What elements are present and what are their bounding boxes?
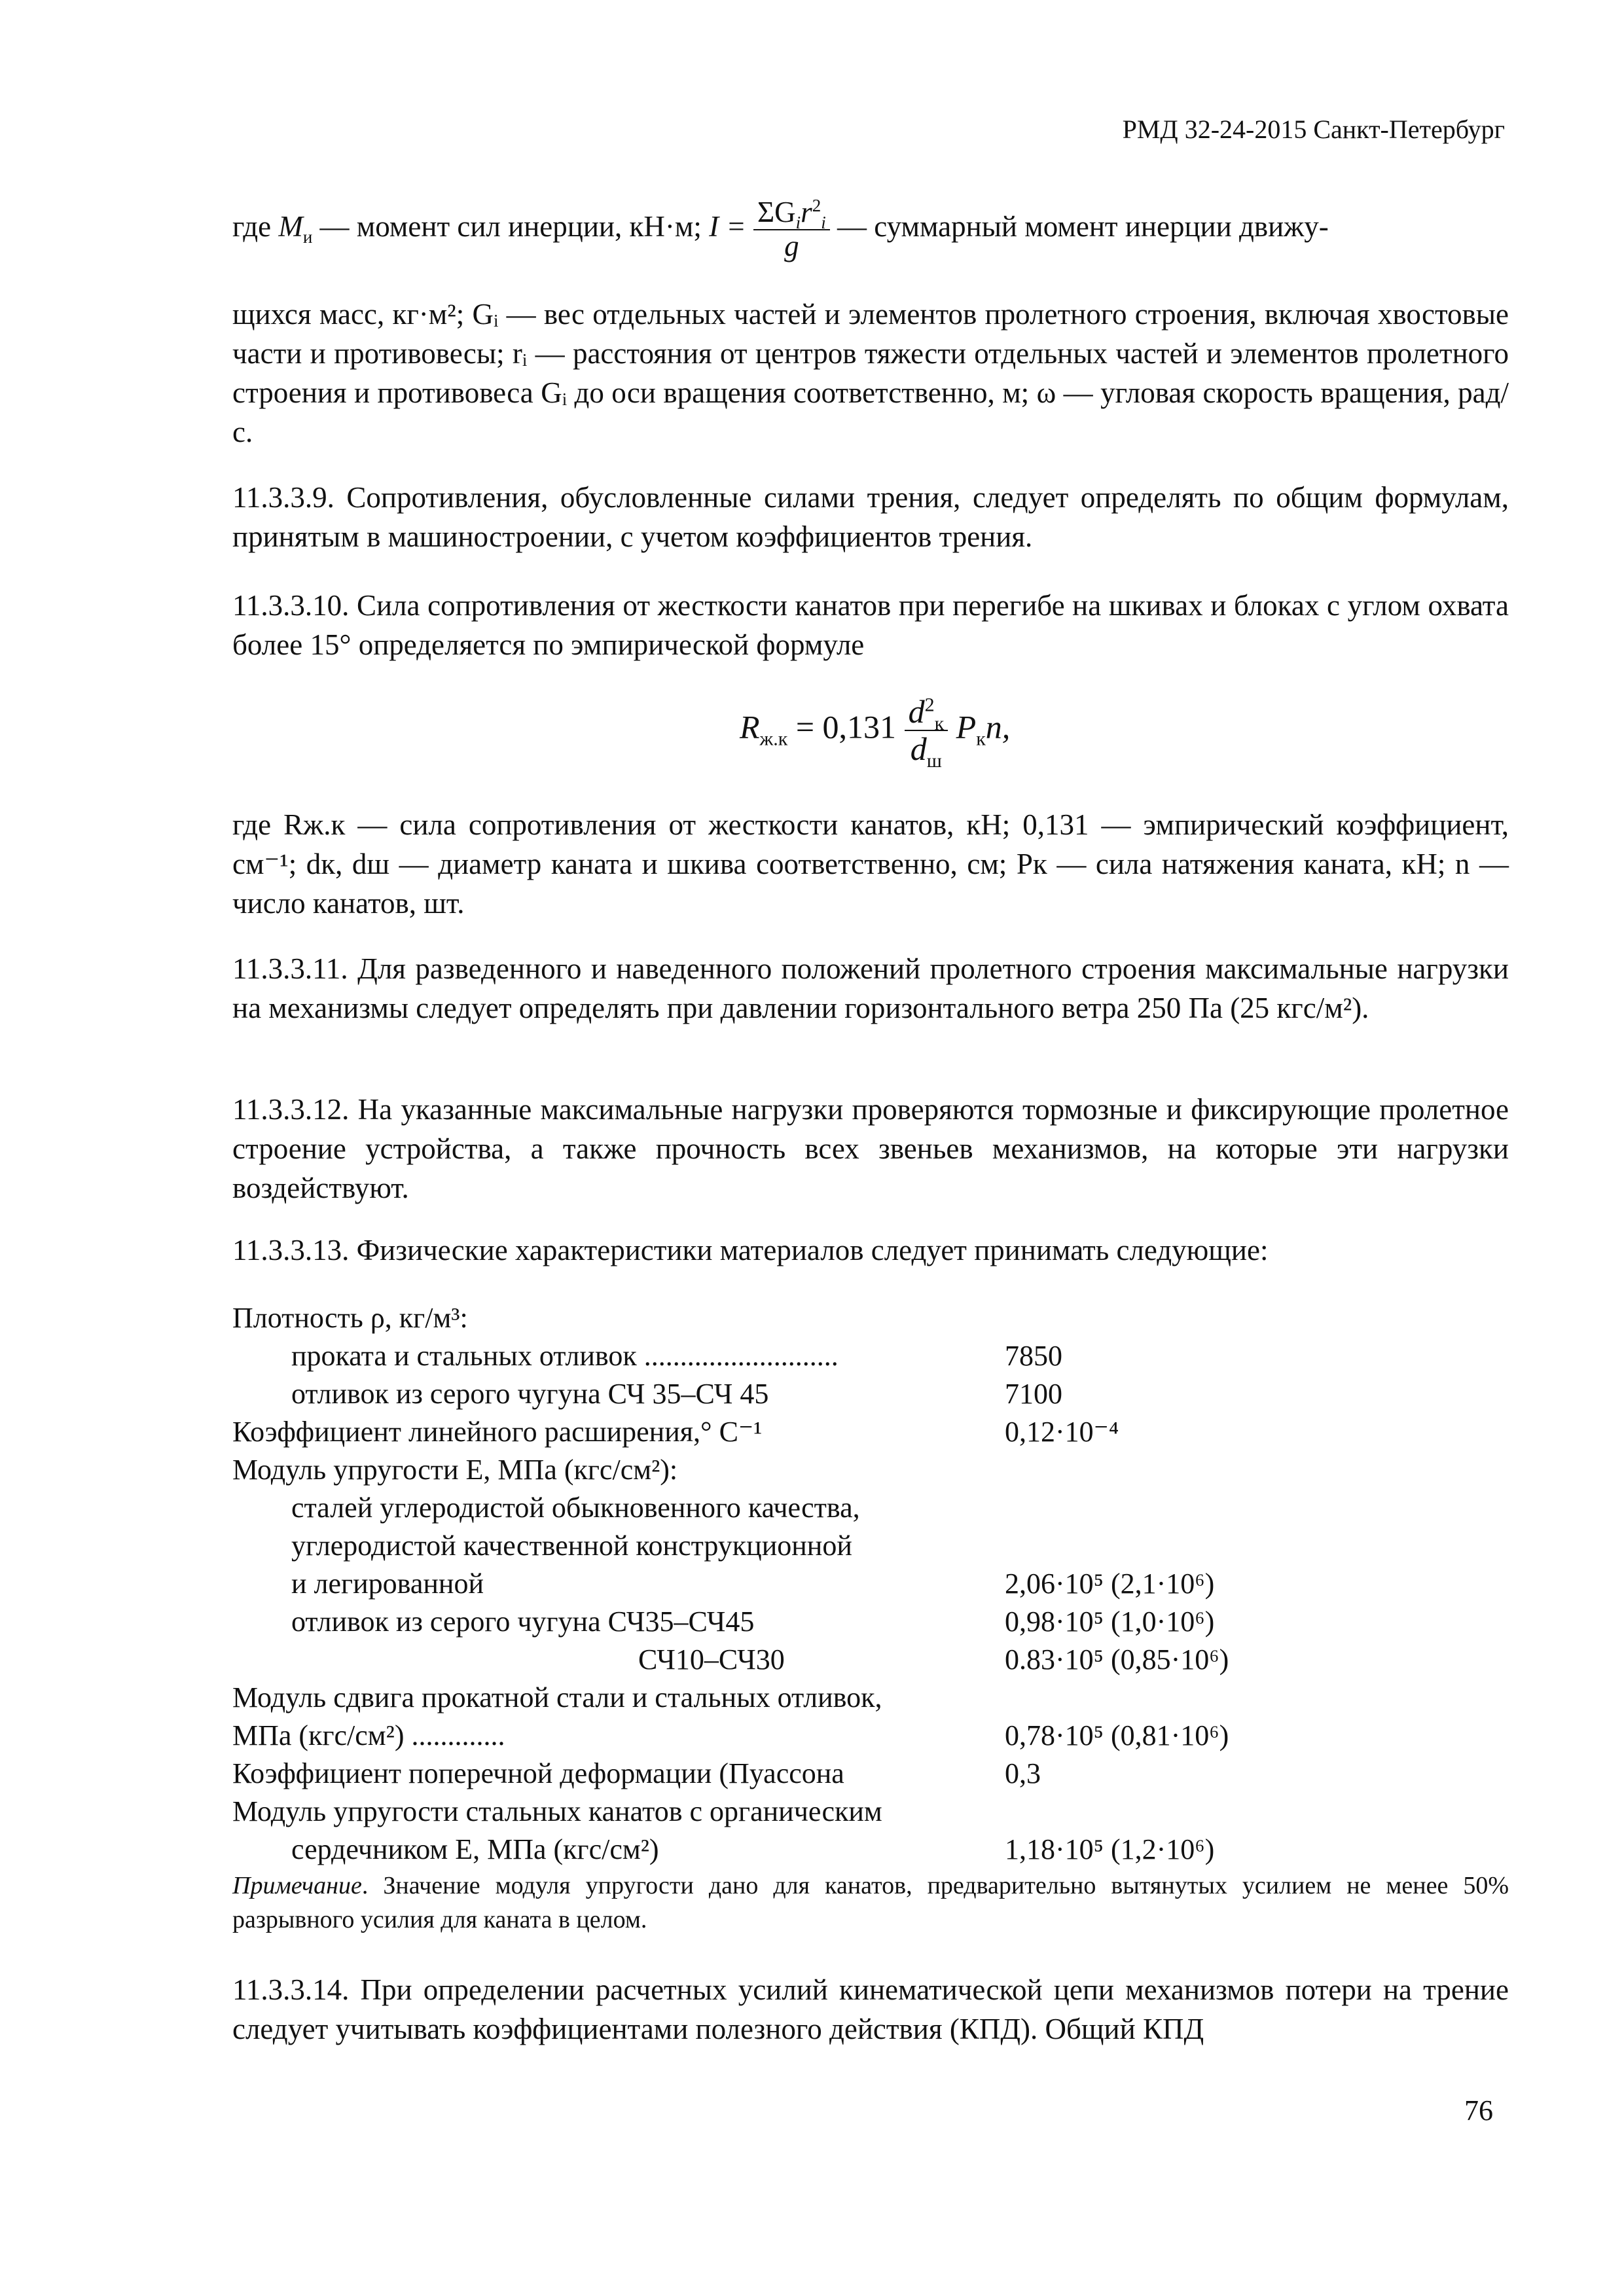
materials-row bbox=[232, 1413, 1509, 1451]
section-11-3-3-12 bbox=[232, 1090, 1509, 1208]
materials-row-label: Модуль сдвига прокатной стали и стальных отливок, bbox=[232, 1681, 882, 1713]
materials-row-label: углеродистой качественной конструкционной bbox=[291, 1530, 852, 1562]
formula-I-lhs: I = bbox=[709, 209, 746, 243]
formula-I-denominator: g bbox=[784, 229, 799, 262]
materials-note bbox=[232, 1869, 1509, 1937]
materials-table bbox=[232, 1299, 1509, 1869]
section-11-3-3-11 bbox=[232, 949, 1509, 1028]
materials-row-value: 0.83·10⁵ (0,85·10⁶) bbox=[1005, 1643, 1229, 1676]
section-11-3-3-13-text: 11.3.3.13. Физические характеристики материалов следует принимать следующие: bbox=[232, 1234, 1269, 1266]
materials-row-label: отливок из серого чугуна СЧ 35–СЧ 45 bbox=[291, 1378, 769, 1410]
intro-definitions-text: щихся масс, кг·м²; Gᵢ — вес отдельных частей и элементов пролетного строения, включая хвостовые части и противовесы; rᵢ — расстояния от центров тяжести отдельных частей и элементов пролетного строения и противовеса Gᵢ до оси вращения соответственно, м; ω — угловая скорость вращения, рад/с. bbox=[232, 298, 1509, 448]
materials-row bbox=[232, 1603, 1509, 1641]
formula-resistance-where bbox=[232, 805, 1509, 923]
section-11-3-3-13 bbox=[232, 1230, 1509, 1270]
section-11-3-3-14 bbox=[232, 1970, 1509, 2049]
materials-row bbox=[232, 1375, 1509, 1413]
materials-row-label: проката и стальных отливок ........................... bbox=[291, 1340, 839, 1372]
materials-row-value: 1,18·10⁵ (1,2·10⁶) bbox=[1005, 1833, 1215, 1865]
intro-part2: — суммарный момент инерции движу- bbox=[837, 209, 1329, 243]
materials-row-value: 2,06·10⁵ (2,1·10⁶) bbox=[1005, 1568, 1215, 1600]
formula-resistance-where-text: где Rж.к — сила сопротивления от жесткости канатов, кН; 0,131 — эмпирический коэффициент, см⁻¹; dк, dш — диаметр каната и шкива соответственно, см; Pк — сила натяжения каната, кН; n — число канатов, шт. bbox=[232, 808, 1509, 920]
materials-row-label: Модуль упругости E, МПа (кгс/см²): bbox=[232, 1454, 678, 1486]
materials-row-label: и легированной bbox=[291, 1568, 484, 1600]
page-number: 76 bbox=[1464, 2094, 1493, 2126]
materials-row bbox=[232, 1337, 1509, 1375]
materials-row-label: МПа (кгс/см²) ............. bbox=[232, 1719, 505, 1751]
materials-row-value: 0,12·10⁻⁴ bbox=[1005, 1416, 1119, 1448]
materials-row-value: 0,3 bbox=[1005, 1757, 1041, 1789]
intro-part1: — момент сил инерции, кН·м; bbox=[312, 209, 710, 243]
materials-row-label: Модуль упругости стальных канатов с органическим bbox=[232, 1795, 882, 1827]
intro-first-line bbox=[232, 196, 1509, 275]
materials-row-value: 0,98·10⁵ (1,0·10⁶) bbox=[1005, 1605, 1215, 1638]
formula-resistance-fraction: $\frac{d^2_к}{d_ш}$ bbox=[905, 694, 948, 767]
note-label: Примечание bbox=[232, 1872, 362, 1899]
materials-row bbox=[232, 1831, 1509, 1869]
document-header: РМД 32-24-2015 Санкт-Петербург bbox=[1122, 115, 1505, 144]
formula-resistance: $R_{ж.к} = 0,131$ $\frac{d^2_к}{d_ш}$ $P_кn$, bbox=[740, 693, 1011, 772]
materials-row-label: Коэффициент поперечной деформации (Пуассона bbox=[232, 1757, 844, 1789]
intro-lead: где $M_и$ bbox=[232, 209, 313, 247]
materials-row-label: сердечником E, МПа (кгс/см²) bbox=[291, 1833, 659, 1865]
note-text: . Значение модуля упругости дано для канатов, предварительно вытянутых усилием не менее 50% разрывного усилия для каната в целом. bbox=[232, 1872, 1509, 1933]
materials-row-label: отливок из серого чугуна СЧ35–СЧ45 bbox=[291, 1605, 755, 1638]
materials-row-label: Плотность ρ, кг/м³: bbox=[232, 1302, 468, 1334]
section-11-3-3-10-text: 11.3.3.10. Сила сопротивления от жесткости канатов при перегибе на шкивах и блоках с углом охвата более 15° определяется по эмпирической формуле bbox=[232, 589, 1509, 661]
materials-row bbox=[232, 1451, 1509, 1489]
section-11-3-3-9-text: 11.3.3.9. Сопротивления, обусловленные силами трения, следует определять по общим формулам, принятым в машиностроении, с учетом коэффициентов трения. bbox=[232, 481, 1509, 553]
intro-definitions bbox=[232, 295, 1509, 452]
materials-row bbox=[232, 1489, 1509, 1527]
materials-row bbox=[232, 1793, 1509, 1831]
materials-row bbox=[232, 1717, 1509, 1755]
materials-row-label: СЧ10–СЧ30 bbox=[638, 1643, 785, 1676]
materials-row bbox=[232, 1527, 1509, 1565]
section-11-3-3-12-text: 11.3.3.12. На указанные максимальные нагрузки проверяются тормозные и фиксирующие пролетное строение устройства, а также прочность всех звеньев механизмов, на которые эти нагрузки воздействуют. bbox=[232, 1093, 1509, 1204]
materials-row bbox=[232, 1679, 1509, 1717]
materials-row bbox=[232, 1755, 1509, 1793]
materials-row-label: Коэффициент линейного расширения,° С⁻¹ bbox=[232, 1416, 763, 1448]
materials-row-label: сталей углеродистой обыкновенного качества, bbox=[291, 1492, 860, 1524]
section-11-3-3-10 bbox=[232, 586, 1509, 664]
materials-row bbox=[232, 1565, 1509, 1603]
formula-I-fraction bbox=[753, 196, 830, 262]
formula-I-numerator: $\Sigma G_ir^2_i$ bbox=[753, 196, 830, 230]
materials-row-value: 7850 bbox=[1005, 1340, 1062, 1372]
section-11-3-3-9 bbox=[232, 478, 1509, 556]
materials-row-value: 7100 bbox=[1005, 1378, 1062, 1410]
materials-row-value: 0,78·10⁵ (0,81·10⁶) bbox=[1005, 1719, 1229, 1751]
materials-row bbox=[232, 1299, 1509, 1337]
materials-row bbox=[232, 1641, 1509, 1679]
section-11-3-3-11-text: 11.3.3.11. Для разведенного и наведенного положений пролетного строения максимальные нагрузки на механизмы следует определять при давлении горизонтального ветра 250 Па (25 кгс/м²). bbox=[232, 952, 1509, 1024]
section-11-3-3-14-text: 11.3.3.14. При определении расчетных усилий кинематической цепи механизмов потери на трение следует учитывать коэффициентами полезного действия (КПД). Общий КПД bbox=[232, 1973, 1509, 2045]
